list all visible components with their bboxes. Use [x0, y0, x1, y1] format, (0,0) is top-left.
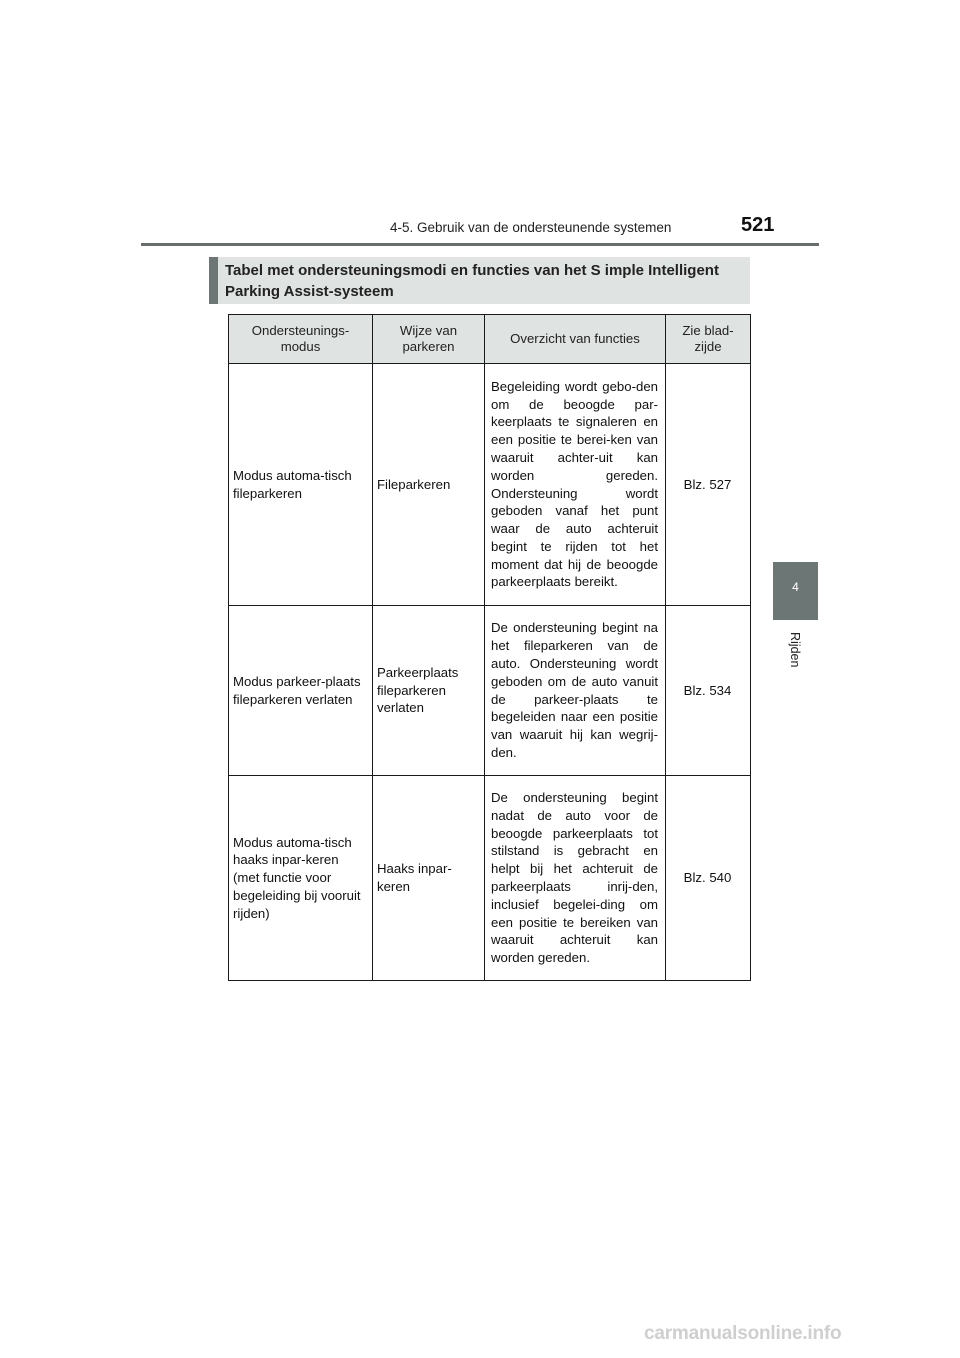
- header-mode: Ondersteunings-modus: [229, 315, 373, 364]
- header-method: Wijze van parkeren: [373, 315, 485, 364]
- chapter-tab[interactable]: [773, 562, 818, 620]
- table-row: [229, 776, 751, 981]
- header-divider: [141, 243, 819, 246]
- page-number: 521: [741, 214, 775, 236]
- cell-mode: Modus automa-tisch fileparkeren: [229, 364, 373, 606]
- cell-method: Fileparkeren: [373, 364, 485, 606]
- section-title: Tabel met ondersteuningsmodi en functies van het S imple Intelligent Parking Assist-systeem: [225, 262, 719, 300]
- table-row: [229, 606, 751, 776]
- header-overview: Overzicht van functies: [485, 315, 666, 364]
- cell-method: Parkeerplaats fileparkeren verlaten: [373, 606, 485, 776]
- table-row: [229, 364, 751, 606]
- cell-overview: De ondersteuning begint nadat de auto voor de beoogde parkeerplaats tot stilstand is gebracht en helpt bij het achteruit de parkeerplaats inrij-den, inclusief begelei-ding om een positie te bereiken van waaruit achteruit kan worden gereden.: [485, 776, 666, 981]
- cell-mode: Modus automa-tisch haaks inpar-keren (met functie voor begeleiding bij vooruit rijden): [229, 776, 373, 981]
- running-header: 4-5. Gebruik van de ondersteunende systemen: [390, 220, 672, 235]
- chapter-label: Rijden: [788, 632, 802, 668]
- header-page: Zie blad-zijde: [666, 315, 751, 364]
- cell-page-ref: Blz. 527: [666, 364, 751, 606]
- table-header-row: [229, 315, 751, 364]
- cell-page-ref: Blz. 534: [666, 606, 751, 776]
- cell-mode: Modus parkeer-plaats fileparkeren verlaten: [229, 606, 373, 776]
- cell-page-ref: Blz. 540: [666, 776, 751, 981]
- cell-overview: De ondersteuning begint na het fileparkeren van de auto. Ondersteuning wordt geboden om de auto vanuit de parkeer-plaats te begeleiden naar een positie van waaruit hij kan wegrij-den.: [485, 606, 666, 776]
- cell-overview: Begeleiding wordt gebo-den om de beoogde par-keerplaats te signaleren en een positie te berei-ken van waaruit achter-uit kan worden gereden. Ondersteuning wordt geboden vanaf het punt waar de auto achteruit begint te rijden tot het moment dat hij de beoogde parkeerplaats bereikt.: [485, 364, 666, 606]
- chapter-number: 4: [792, 580, 799, 594]
- watermark: carmanualsonline.info: [644, 1323, 842, 1344]
- assist-modes-table: [228, 314, 751, 981]
- section-accent-bar: [209, 257, 218, 304]
- section-heading: [209, 257, 750, 304]
- cell-method: Haaks inpar-keren: [373, 776, 485, 981]
